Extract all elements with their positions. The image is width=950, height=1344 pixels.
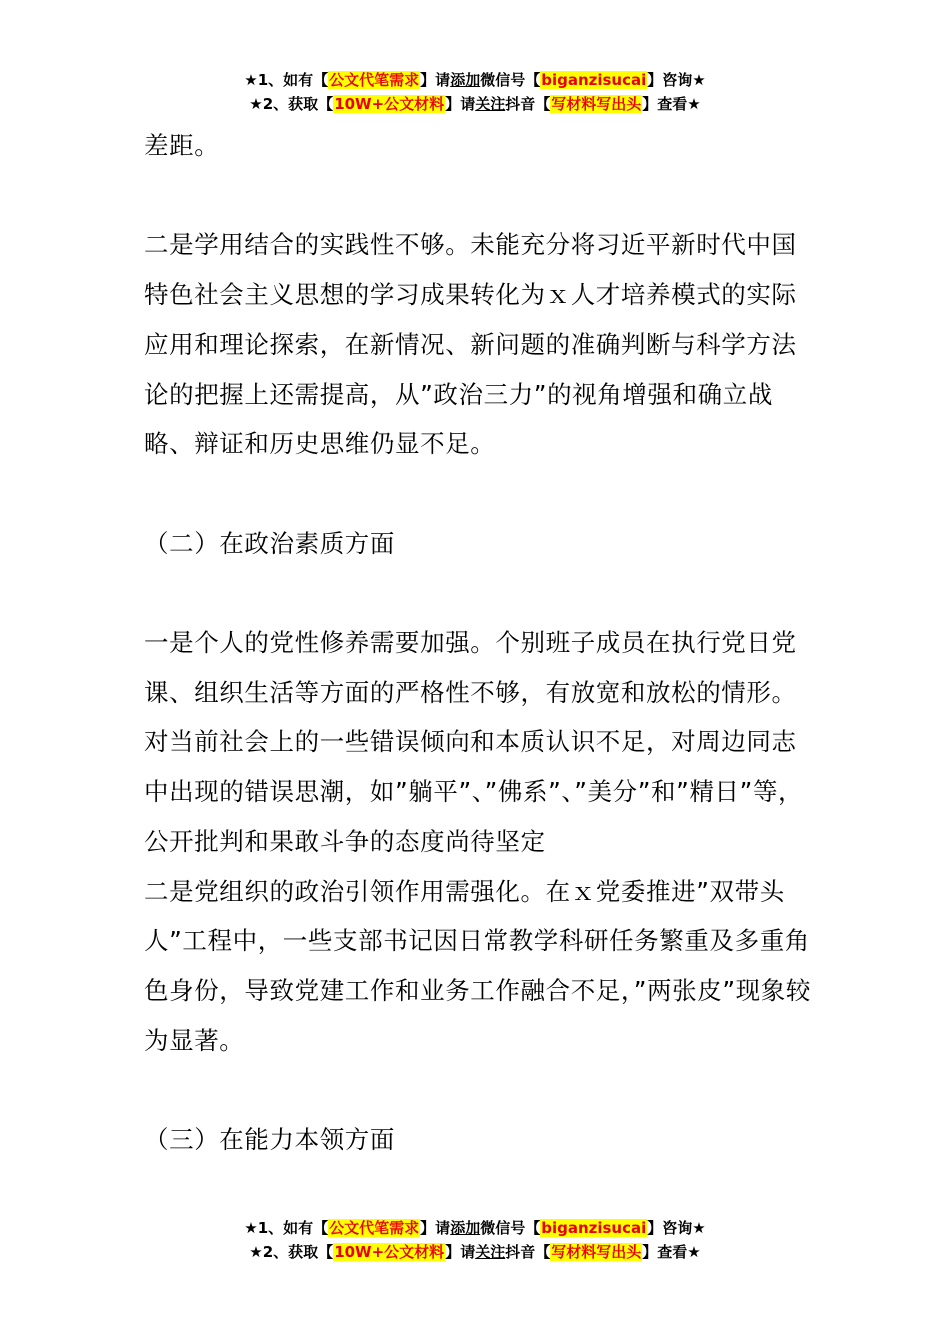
banner-text: ★1、如有【: [244, 1219, 329, 1237]
paragraph-point-two: 二是学用结合的实践性不够。未能充分将习近平新时代中国特色社会主义思想的学习成果转化为ｘ人才培养模式的实际应用和理论探索，在新情况、新问题的准确判断与科学方法论的把握上还需提高，从”政治三力”的视角增强和确立战略、辩证和历史思维仍显不足。: [144, 230, 797, 459]
highlight-wechat-id: biganzisucai: [541, 1219, 647, 1237]
banner-text: 】查看★: [642, 1243, 701, 1261]
section-heading-ability: （三）在能力本领方面: [144, 1125, 395, 1154]
banner-text: 微信号【: [480, 71, 541, 89]
banner-text: ★2、获取【: [249, 1243, 334, 1261]
highlight-douyin-account: 写材料写出头: [551, 95, 642, 113]
highlight-materials: 10W+公文材料: [334, 1243, 445, 1261]
banner-text: 】请: [420, 1219, 451, 1237]
underlined-text: 关注: [475, 1243, 506, 1261]
highlight-douyin-account: 写材料写出头: [551, 1243, 642, 1261]
underlined-text: 添加: [450, 1219, 481, 1237]
document-body: [144, 121, 812, 1165]
footer-banner: [0, 1216, 950, 1264]
highlight-service: 公文代笔需求: [329, 71, 420, 89]
banner-text: 】请: [445, 95, 476, 113]
section-heading-political-quality: （二）在政治素质方面: [144, 528, 395, 558]
banner-text: 】请: [420, 71, 451, 89]
banner-line-2: [0, 1240, 950, 1264]
banner-text: ★2、获取【: [249, 95, 334, 113]
underlined-text: 添加: [450, 71, 481, 89]
banner-text: 】请: [445, 1243, 476, 1261]
highlight-materials: 10W+公文材料: [334, 95, 445, 113]
banner-text: 】查看★: [642, 95, 701, 113]
banner-text: 抖音【: [505, 1243, 551, 1261]
banner-line-1: [0, 1216, 950, 1240]
highlight-service: 公文代笔需求: [329, 1219, 420, 1237]
banner-text: 微信号【: [480, 1219, 541, 1237]
paragraph-continuation: 差距。: [144, 131, 220, 160]
banner-text: 抖音【: [505, 95, 551, 113]
paragraph-point-one: 一是个人的党性修养需要加强。个别班子成员在执行党日党课、组织生活等方面的严格性不够，有放宽和放松的情形。对当前社会上的一些错误倾向和本质认识不足，对周边同志中出现的错误思潮，如”躺平”、”佛系”、”美分”和”精日”等，公开批判和果敢斗争的态度尚待坚定: [144, 627, 804, 856]
banner-line-1: [0, 68, 950, 92]
highlight-wechat-id: biganzisucai: [541, 71, 647, 89]
paragraph-point-two: 二是党组织的政治引领作用需强化。在ｘ党委推进”双带头人”工程中，一些支部书记因日常教学科研任务繁重及多重角色身份，导致党建工作和业务工作融合不足，”两张皮”现象较为显著。: [144, 876, 811, 1055]
banner-text: 】咨询★: [647, 71, 706, 89]
underlined-text: 关注: [475, 95, 506, 113]
banner-line-2: [0, 92, 950, 116]
banner-text: 】咨询★: [647, 1219, 706, 1237]
header-banner: [0, 68, 950, 116]
banner-text: ★1、如有【: [244, 71, 329, 89]
